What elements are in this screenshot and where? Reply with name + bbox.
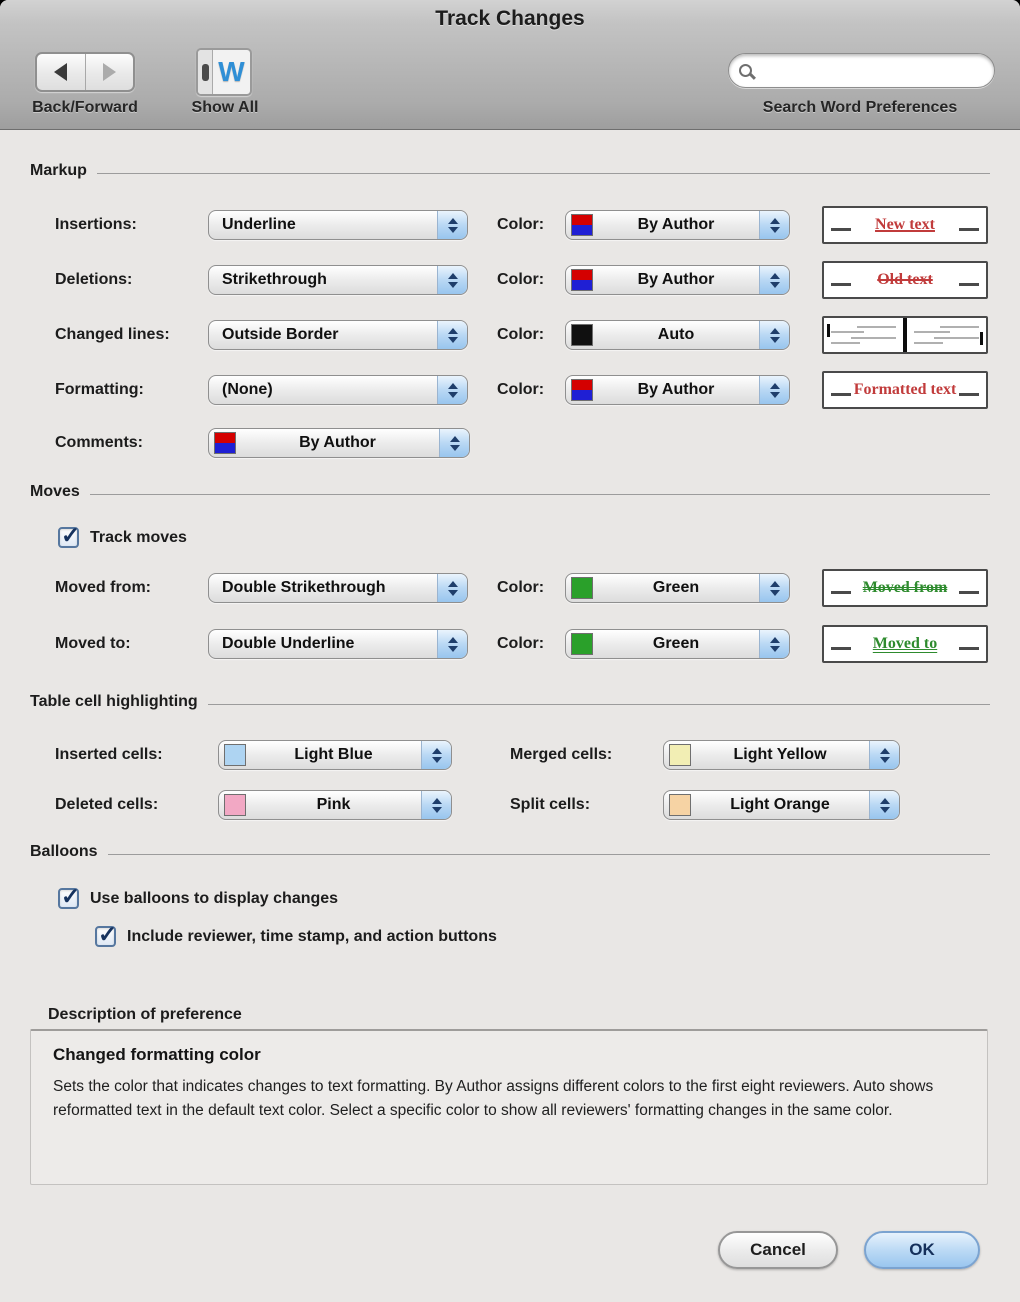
preview-text: Moved to [872,635,938,652]
moved-to-color-popup[interactable] [565,629,790,659]
color-swatch [224,744,246,766]
deleted-split-cells-row [0,785,1020,825]
popup-arrows-icon [759,376,789,404]
popup-value: Strikethrough [222,271,327,288]
popup-arrows-icon [437,630,467,658]
popup-arrows-icon [869,791,899,819]
color-label: Color: [497,271,545,288]
deletions-label: Deletions: [55,271,133,288]
section-rule [97,173,990,174]
popup-value: Pink [316,796,351,813]
back-forward-label: Back/Forward [32,99,138,116]
moves-section-header [30,483,990,501]
formatting-row [0,370,1020,410]
changed-lines-page-left [824,318,903,352]
section-rule [108,854,990,855]
track-moves-checkbox[interactable] [58,527,79,548]
deleted-cells-popup[interactable] [218,790,452,820]
include-reviewer-label: Include reviewer, time stamp, and action buttons [127,928,497,945]
popup-arrows-icon [437,211,467,239]
moved-from-style-popup[interactable] [208,573,468,603]
popup-arrows-icon [759,574,789,602]
insertions-row [0,205,1020,245]
merged-cells-label: Merged cells: [510,746,613,763]
changed-lines-style-popup[interactable] [208,320,468,350]
show-all-strip [198,50,213,94]
moved-to-row [0,624,1020,664]
color-swatch [571,379,593,401]
color-label: Color: [497,326,545,343]
use-balloons-checkbox[interactable] [58,888,79,909]
deletions-row [0,260,1020,300]
insertions-label: Insertions: [55,216,137,233]
inserted-cells-label: Inserted cells: [55,746,163,763]
popup-arrows-icon [759,211,789,239]
back-button[interactable] [37,54,85,90]
preview-text: New text [875,216,935,233]
track-moves-label: Track moves [90,529,187,546]
change-bar-icon [980,332,983,345]
balloons-section-header [30,843,990,861]
moves-header-label: Moves [30,483,80,500]
forward-arrow-icon [103,63,116,81]
change-bar-icon [827,324,830,337]
inserted-cells-popup[interactable] [218,740,452,770]
moved-from-color-popup[interactable] [565,573,790,603]
split-cells-label: Split cells: [510,796,591,813]
window-title: Track Changes [435,7,585,30]
changed-lines-preview [822,316,988,354]
markup-section-header [30,162,990,180]
popup-value: By Author [637,381,715,398]
moved-to-style-popup[interactable] [208,629,468,659]
section-rule [208,704,990,705]
show-all-button[interactable] [196,48,252,96]
popup-arrows-icon [437,574,467,602]
deleted-cells-label: Deleted cells: [55,796,159,813]
deletions-style-popup[interactable] [208,265,468,295]
color-swatch [571,214,593,236]
comments-label: Comments: [55,434,144,451]
use-balloons-row [0,886,1020,912]
popup-arrows-icon [421,791,451,819]
popup-value: Double Strikethrough [222,579,386,596]
color-label: Color: [497,579,545,596]
forward-button[interactable] [85,54,134,90]
color-swatch [669,744,691,766]
moved-from-preview [822,569,988,607]
popup-arrows-icon [759,630,789,658]
search-input[interactable] [752,54,994,87]
section-rule [90,494,990,495]
popup-value: Green [652,635,700,652]
description-section-label: Description of preference [48,1006,242,1023]
formatting-color-popup[interactable] [565,375,790,405]
color-label: Color: [497,635,545,652]
popup-value: Green [652,579,700,596]
popup-arrows-icon [437,376,467,404]
color-swatch [571,577,593,599]
include-reviewer-row [0,924,1020,950]
insertions-preview [822,206,988,244]
deletions-preview [822,261,988,299]
description-box [30,1029,988,1185]
preview-text: Old text [877,271,933,288]
cancel-button-label: Cancel [750,1240,806,1259]
toolbar [0,0,1020,130]
color-label: Color: [497,216,545,233]
insertions-color-popup[interactable] [565,210,790,240]
changed-lines-label: Changed lines: [55,326,170,343]
color-swatch [571,633,593,655]
popup-value: Light Blue [294,746,373,763]
use-balloons-label: Use balloons to display changes [90,890,339,907]
back-forward-control [35,52,135,92]
moved-to-preview [822,625,988,663]
popup-value: By Author [299,434,376,451]
changed-lines-page-right [907,318,986,352]
formatting-preview [822,371,988,409]
popup-value: By Author [637,271,715,288]
changed-lines-color-popup[interactable] [565,320,790,350]
description-title: Changed formatting color [53,1045,261,1064]
popup-arrows-icon [869,741,899,769]
popup-arrows-icon [437,321,467,349]
table-cells-section-header [30,693,990,711]
popup-value: Light Orange [730,796,830,813]
description-body: Sets the color that indicates changes to text formatting. By Author assigns different colors to the first eight reviewers. Auto shows reformatted text in the default text color. Select a specific color to show all reviewers' formatting changes in the same color. [53,1078,934,1120]
insertions-style-popup[interactable] [208,210,468,240]
back-arrow-icon [54,63,67,81]
balloons-header-label: Balloons [30,843,98,860]
color-swatch [571,324,593,346]
merged-cells-popup[interactable] [663,740,900,770]
popup-value: Light Yellow [733,746,827,763]
search-icon [739,64,752,77]
changed-lines-row [0,315,1020,355]
preferences-blob-icon [202,64,209,81]
color-swatch [224,794,246,816]
markup-header-label: Markup [30,162,87,179]
color-label: Color: [497,381,545,398]
include-reviewer-checkbox[interactable] [95,926,116,947]
popup-arrows-icon [437,266,467,294]
color-swatch [214,432,236,454]
popup-value: Outside Border [222,326,339,343]
search-label: Search Word Preferences [762,99,958,116]
moved-to-label: Moved to: [55,635,131,652]
popup-value: (None) [222,381,273,398]
popup-arrows-icon [759,266,789,294]
color-swatch [571,269,593,291]
popup-value: Underline [222,216,296,233]
moved-from-row [0,568,1020,608]
moved-from-label: Moved from: [55,579,151,596]
color-swatch [669,794,691,816]
popup-value: By Author [637,216,715,233]
popup-arrows-icon [439,429,469,457]
preview-text: Formatted text [853,381,957,398]
search-field[interactable] [728,53,995,88]
show-all-label: Show All [191,99,259,116]
popup-value: Double Underline [222,635,355,652]
ok-button-label: OK [909,1240,935,1259]
split-cells-popup[interactable] [663,790,900,820]
popup-value: Auto [657,326,695,343]
cancel-button[interactable] [718,1231,838,1269]
word-logo-icon: W [218,56,245,87]
deletions-color-popup[interactable] [565,265,790,295]
popup-arrows-icon [421,741,451,769]
preview-text: Moved from [862,579,948,596]
inserted-merged-cells-row [0,735,1020,775]
formatting-label: Formatting: [55,381,144,398]
table-cells-header-label: Table cell highlighting [30,693,198,710]
comments-row [0,423,1020,463]
popup-arrows-icon [759,321,789,349]
ok-button[interactable] [864,1231,980,1269]
track-moves-row [0,525,1020,551]
comments-color-popup[interactable] [208,428,470,458]
formatting-style-popup[interactable] [208,375,468,405]
